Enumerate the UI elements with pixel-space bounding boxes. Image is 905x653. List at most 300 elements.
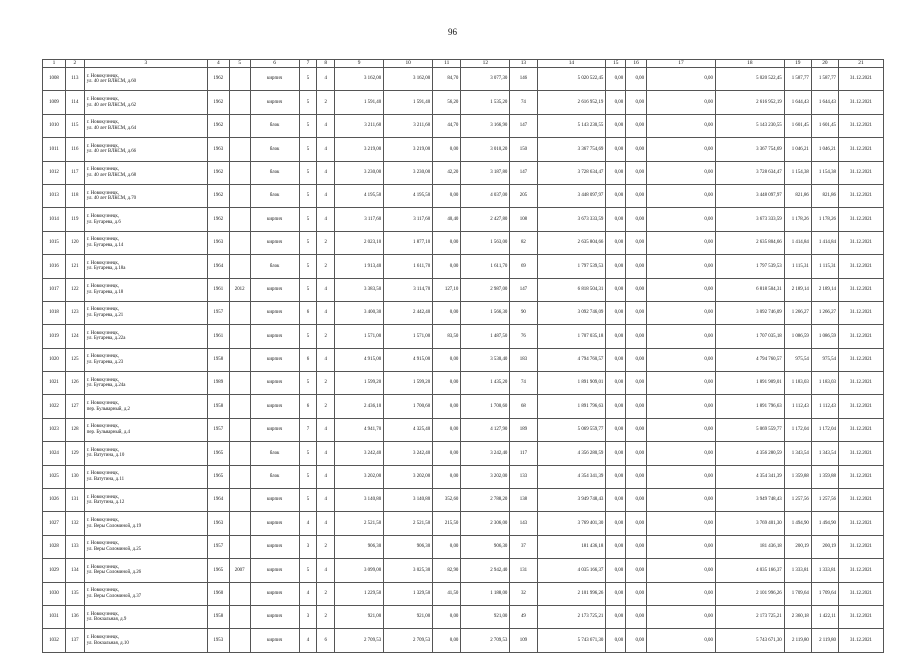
table-cell: 2 bbox=[317, 231, 335, 254]
address-cell bbox=[84, 465, 207, 488]
table-cell bbox=[229, 184, 250, 207]
table-cell: 4 bbox=[317, 138, 335, 161]
table-cell: 2 788,20 bbox=[461, 489, 510, 512]
address-city: г. Новокузнецк, bbox=[86, 96, 120, 102]
table-cell: кирпич bbox=[250, 582, 299, 605]
table-cell: 5 bbox=[299, 489, 317, 512]
table-cell: 3 728 634,47 bbox=[715, 161, 784, 184]
table-cell: 4 bbox=[317, 161, 335, 184]
table-cell: 3 166,90 bbox=[461, 114, 510, 137]
column-header: 5 bbox=[229, 60, 250, 68]
table-cell: 1 414,84 bbox=[811, 231, 838, 254]
table-cell: 31.12.2021 bbox=[839, 489, 884, 512]
address-street: ул. Ватутина, д.11 bbox=[86, 476, 125, 482]
table-cell: 4 127,90 bbox=[461, 418, 510, 441]
table-cell: 117 bbox=[510, 442, 537, 465]
table-cell: 1022 bbox=[43, 395, 66, 418]
table-row bbox=[43, 512, 884, 535]
table-row bbox=[43, 395, 884, 418]
table-cell: 0,00 bbox=[647, 605, 716, 628]
table-cell: 0,00 bbox=[626, 395, 647, 418]
table-cell: 1957 bbox=[207, 535, 229, 558]
table-cell: блок bbox=[250, 161, 299, 184]
table-cell: 1 414,84 bbox=[784, 231, 811, 254]
table-cell: 5 bbox=[299, 325, 317, 348]
table-cell bbox=[229, 325, 250, 348]
table-cell: 1 913,40 bbox=[335, 255, 384, 278]
table-cell: 5 bbox=[299, 465, 317, 488]
table-cell: 3 383,50 bbox=[335, 278, 384, 301]
table-cell: 0,00 bbox=[626, 301, 647, 324]
table-row bbox=[43, 535, 884, 558]
table-cell: 5 069 559,77 bbox=[715, 418, 784, 441]
table-cell: 1019 bbox=[43, 325, 66, 348]
table-cell: 1 709,64 bbox=[784, 582, 811, 605]
address-cell bbox=[84, 442, 207, 465]
table-cell: 1 343,54 bbox=[811, 442, 838, 465]
table-cell bbox=[229, 512, 250, 535]
table-cell: 76 bbox=[510, 325, 537, 348]
table-cell: блок bbox=[250, 255, 299, 278]
table-cell: 1 877,10 bbox=[384, 231, 433, 254]
table-cell: 1 115,31 bbox=[784, 255, 811, 278]
table-cell: 1030 bbox=[43, 582, 66, 605]
table-cell: 1962 bbox=[207, 208, 229, 231]
table-cell: 4 bbox=[317, 348, 335, 371]
table-cell: 31.12.2021 bbox=[839, 418, 884, 441]
table-cell: 0,00 bbox=[626, 91, 647, 114]
table-cell: 1029 bbox=[43, 559, 66, 582]
table-cell: 5 069 559,77 bbox=[537, 418, 606, 441]
table-cell: 0,00 bbox=[647, 535, 716, 558]
table-cell bbox=[229, 535, 250, 558]
table-cell: 4 354 341,39 bbox=[537, 465, 606, 488]
table-cell: 0,00 bbox=[606, 418, 626, 441]
address-street: ул. Веры Соломиной, д.25 bbox=[86, 547, 142, 552]
table-cell: 1 700,60 bbox=[384, 395, 433, 418]
table-cell: 0,00 bbox=[626, 535, 647, 558]
table-cell: 31.12.2021 bbox=[839, 91, 884, 114]
table-cell: 31.12.2021 bbox=[839, 68, 884, 91]
table-cell: 3 bbox=[299, 605, 317, 628]
address-city: г. Новокузнецк, bbox=[86, 213, 120, 219]
table-cell: 1 891 796,63 bbox=[715, 395, 784, 418]
table-cell: 6 bbox=[299, 301, 317, 324]
table-cell bbox=[229, 489, 250, 512]
table-cell: 1 494,90 bbox=[811, 512, 838, 535]
table-row bbox=[43, 348, 884, 371]
address-city: г. Новокузнецк, bbox=[86, 564, 120, 570]
table-cell: 124 bbox=[65, 325, 84, 348]
table-cell: 0,00 bbox=[433, 255, 461, 278]
table-cell: 2 942,40 bbox=[461, 559, 510, 582]
table-cell: 5 bbox=[299, 372, 317, 395]
table-cell: 0,00 bbox=[606, 605, 626, 628]
table-cell: 3 162,00 bbox=[384, 68, 433, 91]
table-cell: 4 bbox=[317, 278, 335, 301]
table-row bbox=[43, 605, 884, 628]
table-cell: 0,00 bbox=[606, 114, 626, 137]
table-cell: 200,19 bbox=[811, 535, 838, 558]
table-cell: 147 bbox=[510, 114, 537, 137]
table-cell: 1012 bbox=[43, 161, 66, 184]
address-cell bbox=[84, 535, 207, 558]
table-cell: 215,50 bbox=[433, 512, 461, 535]
table-cell: 31.12.2021 bbox=[839, 348, 884, 371]
table-cell: 127 bbox=[65, 395, 84, 418]
table-cell: 31.12.2021 bbox=[839, 535, 884, 558]
table-cell: 2 bbox=[317, 582, 335, 605]
table-cell: 0,00 bbox=[433, 535, 461, 558]
table-row bbox=[43, 582, 884, 605]
table-cell: 2 709,53 bbox=[461, 629, 510, 652]
address-cell bbox=[84, 208, 207, 231]
table-cell: 2 023,10 bbox=[335, 231, 384, 254]
table-cell: 1953 bbox=[207, 629, 229, 652]
table-cell: 4 bbox=[317, 489, 335, 512]
table-cell: 133 bbox=[65, 535, 84, 558]
table-cell: 189 bbox=[510, 418, 537, 441]
table-cell: 31.12.2021 bbox=[839, 231, 884, 254]
table-cell: 1962 bbox=[207, 184, 229, 207]
table-cell: 31.12.2021 bbox=[839, 255, 884, 278]
table-cell: блок bbox=[250, 138, 299, 161]
table-cell bbox=[229, 91, 250, 114]
table-cell: 1 086,59 bbox=[811, 325, 838, 348]
table-cell: 1 563,00 bbox=[461, 231, 510, 254]
table-cell: 4 035 166,37 bbox=[537, 559, 606, 582]
table-cell: 126 bbox=[65, 372, 84, 395]
table-cell: 0,00 bbox=[433, 231, 461, 254]
table-cell: 31.12.2021 bbox=[839, 161, 884, 184]
address-street: ул. Бугарева, д.24а bbox=[86, 383, 126, 389]
table-cell: 1 601,45 bbox=[811, 114, 838, 137]
address-city: г. Новокузнецк, bbox=[86, 634, 120, 640]
table-cell: 2 635 804,66 bbox=[537, 231, 606, 254]
table-cell: 4 bbox=[317, 465, 335, 488]
table-cell: 5 bbox=[299, 559, 317, 582]
table-cell: 1 257,56 bbox=[811, 489, 838, 512]
address-street: ул. 40 лет ВЛКСМ, д.64 bbox=[86, 125, 137, 131]
table-cell: 3 202,00 bbox=[335, 465, 384, 488]
address-cell bbox=[84, 418, 207, 441]
table-row bbox=[43, 91, 884, 114]
address-city: г. Новокузнецк, bbox=[86, 143, 120, 149]
table-cell: 31.12.2021 bbox=[839, 114, 884, 137]
table-cell: 975,54 bbox=[784, 348, 811, 371]
table-row bbox=[43, 372, 884, 395]
table-cell: блок bbox=[250, 184, 299, 207]
table-cell: 31.12.2021 bbox=[839, 512, 884, 535]
table-cell: кирпич bbox=[250, 418, 299, 441]
table-cell: 0,00 bbox=[647, 582, 716, 605]
address-street: ул. Бугарева, д.22а bbox=[86, 336, 126, 342]
address-street: ул. Вокзальная, д.9 bbox=[86, 617, 127, 623]
table-cell: 0,00 bbox=[647, 184, 716, 207]
table-row bbox=[43, 629, 884, 652]
table-cell: 3 949 748,43 bbox=[537, 489, 606, 512]
table-cell: 1026 bbox=[43, 489, 66, 512]
address-cell bbox=[84, 395, 207, 418]
table-cell: 1 422,11 bbox=[811, 605, 838, 628]
table-cell: 130 bbox=[65, 465, 84, 488]
table-cell: 0,00 bbox=[433, 348, 461, 371]
table-cell: 32 bbox=[510, 582, 537, 605]
table-cell: 1957 bbox=[207, 301, 229, 324]
table-cell: 136 bbox=[65, 605, 84, 628]
table-cell: 0,00 bbox=[647, 372, 716, 395]
table-cell: 0,00 bbox=[647, 91, 716, 114]
address-street: пер. Бульварный, д.4 bbox=[86, 430, 130, 436]
table-cell: 3 230,00 bbox=[384, 161, 433, 184]
table-cell: кирпич bbox=[250, 231, 299, 254]
table-cell: 2 189,14 bbox=[811, 278, 838, 301]
table-cell: 5 143 230,55 bbox=[537, 114, 606, 137]
table-cell: 3 219,00 bbox=[384, 138, 433, 161]
table-cell: 0,00 bbox=[606, 301, 626, 324]
address-cell bbox=[84, 255, 207, 278]
table-cell: 181 436,18 bbox=[537, 535, 606, 558]
table-cell: кирпич bbox=[250, 301, 299, 324]
table-cell: 1 601,45 bbox=[784, 114, 811, 137]
table-cell: 2 bbox=[317, 255, 335, 278]
table-cell: 200,19 bbox=[784, 535, 811, 558]
table-cell: 3 202,00 bbox=[461, 465, 510, 488]
column-header: 4 bbox=[207, 60, 229, 68]
table-cell: 5 bbox=[299, 91, 317, 114]
table-cell: 0,00 bbox=[433, 395, 461, 418]
table-cell: 3 202,00 bbox=[384, 465, 433, 488]
table-cell: 0,00 bbox=[626, 208, 647, 231]
table-cell: 1 797 539,53 bbox=[715, 255, 784, 278]
table-cell: 4 bbox=[317, 301, 335, 324]
table-cell: 84,70 bbox=[433, 68, 461, 91]
table-cell: 0,00 bbox=[626, 161, 647, 184]
table-cell: 41,50 bbox=[433, 582, 461, 605]
table-cell: 0,00 bbox=[626, 255, 647, 278]
table-row bbox=[43, 489, 884, 512]
table-cell: 2 101 996,26 bbox=[715, 582, 784, 605]
table-cell: 1 644,43 bbox=[784, 91, 811, 114]
table-cell: 134 bbox=[65, 559, 84, 582]
table-cell: 1027 bbox=[43, 512, 66, 535]
table-cell: кирпич bbox=[250, 348, 299, 371]
table-cell: 2 427,80 bbox=[461, 208, 510, 231]
table-cell: 2 bbox=[317, 395, 335, 418]
address-street: ул. Бугарева, д.21 bbox=[86, 313, 124, 319]
address-city: г. Новокузнецк, bbox=[86, 237, 120, 243]
address-street: ул. Веры Соломиной, д.37 bbox=[86, 593, 142, 599]
table-cell: 133 bbox=[510, 465, 537, 488]
table-row bbox=[43, 138, 884, 161]
table-cell: 0,00 bbox=[647, 255, 716, 278]
table-cell: 1 591,40 bbox=[384, 91, 433, 114]
table-cell: 2007 bbox=[229, 559, 250, 582]
table-cell: 2 bbox=[317, 535, 335, 558]
table-cell: 0,00 bbox=[626, 605, 647, 628]
table-cell: 0,00 bbox=[647, 208, 716, 231]
table-cell: 0,00 bbox=[606, 582, 626, 605]
table-cell: 1958 bbox=[207, 395, 229, 418]
table-cell: кирпич bbox=[250, 605, 299, 628]
table-cell: 0,00 bbox=[647, 348, 716, 371]
table-cell: 4 037,00 bbox=[461, 184, 510, 207]
table-cell: 1 587,77 bbox=[811, 68, 838, 91]
table-cell: 0,00 bbox=[433, 629, 461, 652]
table-row bbox=[43, 161, 884, 184]
table-cell: блок bbox=[250, 442, 299, 465]
table-cell: 4 354 341,39 bbox=[715, 465, 784, 488]
table-cell: 1032 bbox=[43, 629, 66, 652]
table-cell: 4 bbox=[317, 418, 335, 441]
address-street: пер. Бульварный, д.2 bbox=[86, 406, 130, 412]
address-cell bbox=[84, 582, 207, 605]
table-row bbox=[43, 255, 884, 278]
table-row bbox=[43, 465, 884, 488]
table-cell: 5 bbox=[299, 278, 317, 301]
table-cell: 2 119,80 bbox=[784, 629, 811, 652]
table-cell: 3 219,00 bbox=[335, 138, 384, 161]
table-cell: 1 891 909,01 bbox=[715, 372, 784, 395]
table-cell: 138 bbox=[510, 489, 537, 512]
table-cell: 1 172,04 bbox=[811, 418, 838, 441]
table-cell: 821,86 bbox=[784, 184, 811, 207]
table-cell: 0,00 bbox=[433, 418, 461, 441]
table-cell bbox=[229, 138, 250, 161]
table-cell: 2 bbox=[317, 91, 335, 114]
table-cell: 1020 bbox=[43, 348, 66, 371]
table-cell: 4 bbox=[317, 559, 335, 582]
table-cell: 4 794 760,57 bbox=[537, 348, 606, 371]
address-cell bbox=[84, 184, 207, 207]
table-cell: 1 700,60 bbox=[461, 395, 510, 418]
table-cell: 5 bbox=[299, 68, 317, 91]
table-cell: 118 bbox=[65, 184, 84, 207]
table-cell: 2 173 725,21 bbox=[715, 605, 784, 628]
table-cell: 1 571,00 bbox=[384, 325, 433, 348]
table-cell: 4 bbox=[317, 442, 335, 465]
table-cell: 1 333,81 bbox=[784, 559, 811, 582]
table-cell: 3 367 754,69 bbox=[715, 138, 784, 161]
table-row bbox=[43, 325, 884, 348]
table-cell: 2 709,53 bbox=[335, 629, 384, 652]
table-cell: 2 436,10 bbox=[335, 395, 384, 418]
address-street: ул. 40 лет ВЛКСМ, д.60 bbox=[86, 79, 137, 85]
address-street: ул. 40 лет ВЛКСМ, д.66 bbox=[86, 149, 137, 155]
table-cell bbox=[229, 418, 250, 441]
table-cell: 2 101 996,26 bbox=[537, 582, 606, 605]
table-cell: 5 743 671,30 bbox=[715, 629, 784, 652]
column-header: 9 bbox=[335, 60, 384, 68]
table-cell: 2 635 804,66 bbox=[715, 231, 784, 254]
table-cell: 1 891 796,63 bbox=[537, 395, 606, 418]
table-cell bbox=[229, 255, 250, 278]
table-cell: 3 211,60 bbox=[335, 114, 384, 137]
address-city: г. Новокузнецк, bbox=[86, 190, 120, 196]
table-cell: 2 521,50 bbox=[335, 512, 384, 535]
address-city: г. Новокузнецк, bbox=[86, 471, 120, 477]
table-cell: 4 356 280,59 bbox=[715, 442, 784, 465]
table-cell: 31.12.2021 bbox=[839, 605, 884, 628]
table-cell: 2 bbox=[317, 325, 335, 348]
table-cell: 1962 bbox=[207, 114, 229, 137]
table-cell: 4 794 760,57 bbox=[715, 348, 784, 371]
table-cell: кирпич bbox=[250, 535, 299, 558]
table-cell: 31.12.2021 bbox=[839, 208, 884, 231]
table-cell: 975,54 bbox=[811, 348, 838, 371]
table-cell: 31.12.2021 bbox=[839, 582, 884, 605]
table-cell: 3 673 333,59 bbox=[715, 208, 784, 231]
table-cell: 4 915,00 bbox=[384, 348, 433, 371]
table-cell: 0,00 bbox=[626, 231, 647, 254]
address-cell bbox=[84, 138, 207, 161]
table-cell: 125 bbox=[65, 348, 84, 371]
table-cell: 1957 bbox=[207, 418, 229, 441]
table-cell bbox=[229, 605, 250, 628]
table-cell: 3 099,00 bbox=[335, 559, 384, 582]
table-cell: 0,00 bbox=[626, 512, 647, 535]
table-cell: 6 bbox=[299, 395, 317, 418]
column-header: 21 bbox=[839, 60, 884, 68]
table-cell: 1 172,04 bbox=[784, 418, 811, 441]
table-cell: 3 769 401,30 bbox=[715, 512, 784, 535]
table-cell: 4 bbox=[317, 208, 335, 231]
table-cell: 0,00 bbox=[606, 372, 626, 395]
table-cell: 0,00 bbox=[647, 418, 716, 441]
table-cell: 0,00 bbox=[606, 629, 626, 652]
table-row bbox=[43, 68, 884, 91]
table-cell: 1 343,54 bbox=[784, 442, 811, 465]
column-header: 16 bbox=[626, 60, 647, 68]
table-cell: 5 bbox=[299, 161, 317, 184]
address-city: г. Новокузнецк, bbox=[86, 424, 120, 430]
table-row bbox=[43, 231, 884, 254]
table-cell: 2 616 952,19 bbox=[537, 91, 606, 114]
table-cell: 1958 bbox=[207, 605, 229, 628]
table-cell: 31.12.2021 bbox=[839, 301, 884, 324]
table-cell: 31.12.2021 bbox=[839, 372, 884, 395]
table-cell: 1 359,88 bbox=[811, 465, 838, 488]
address-street: ул. Бугарева, д.18 bbox=[86, 289, 124, 295]
table-cell: 0,00 bbox=[626, 442, 647, 465]
table-cell: 1 797 539,53 bbox=[537, 255, 606, 278]
table-cell: 3 769 401,30 bbox=[537, 512, 606, 535]
table-cell: 44,70 bbox=[433, 114, 461, 137]
address-city: г. Новокузнецк, bbox=[86, 284, 120, 290]
table-cell: 3 367 754,69 bbox=[537, 138, 606, 161]
table-cell: 31.12.2021 bbox=[839, 325, 884, 348]
table-cell: 131 bbox=[510, 559, 537, 582]
table-cell: 1 707 035,18 bbox=[715, 325, 784, 348]
table-cell: 0,00 bbox=[606, 512, 626, 535]
table-cell: 49 bbox=[510, 605, 537, 628]
table-cell: кирпич bbox=[250, 91, 299, 114]
table-cell: 1961 bbox=[207, 325, 229, 348]
table-cell: 1 359,88 bbox=[784, 465, 811, 488]
table-row bbox=[43, 184, 884, 207]
table-cell: 137 bbox=[65, 629, 84, 652]
table-cell: 1 266,27 bbox=[784, 301, 811, 324]
table-cell: кирпич bbox=[250, 559, 299, 582]
table-cell: 1958 bbox=[207, 348, 229, 371]
column-header: 2 bbox=[65, 60, 84, 68]
table-cell: 1014 bbox=[43, 208, 66, 231]
table-cell: 1028 bbox=[43, 535, 66, 558]
table-cell: 0,00 bbox=[647, 114, 716, 137]
table-cell: 0,00 bbox=[626, 68, 647, 91]
table-cell: 1 599,20 bbox=[384, 372, 433, 395]
address-city: г. Новокузнецк, bbox=[86, 120, 120, 126]
